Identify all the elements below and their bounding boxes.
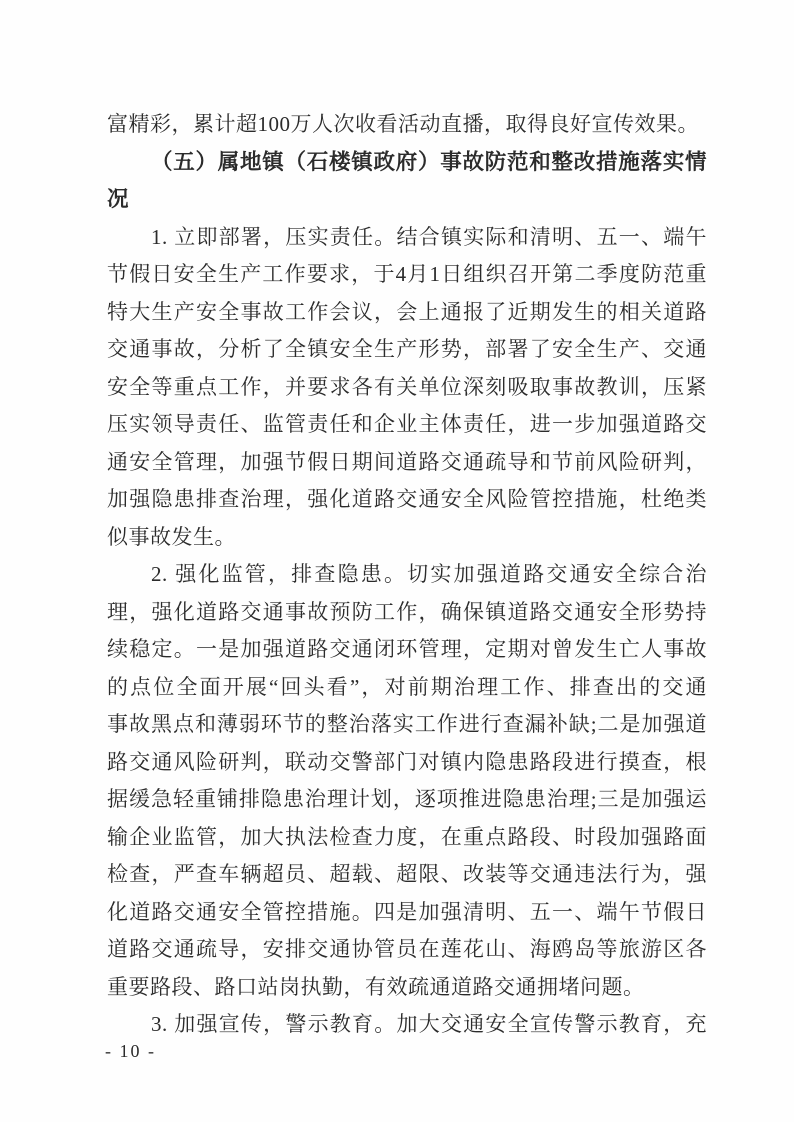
body-text-line: 输企业监管，加大执法检查力度，在重点路段、时段加强路面 xyxy=(107,824,707,849)
body-text-line: 化道路交通安全管控措施。四是加强清明、五一、端午节假日 xyxy=(107,899,707,924)
body-text-line: 3. 加强宣传，警示教育。加大交通安全宣传警示教育，充 xyxy=(151,1012,707,1036)
body-text-line: 交通事故，分析了全镇安全生产形势，部署了安全生产、交通 xyxy=(107,337,707,361)
body-text-line: 通安全管理，加强节假日期间道路交通疏导和节前风险研判， xyxy=(107,449,707,474)
body-text-line: 据缓急轻重铺排隐患治理计划，逐项推进隐患治理;三是加强运 xyxy=(107,787,707,811)
body-text-line: 续稳定。一是加强道路交通闭环管理，定期对曾发生亡人事故 xyxy=(107,637,707,661)
body-text-line: 加强隐患排查治理，强化道路交通安全风险管控措施，杜绝类 xyxy=(107,487,707,511)
body-text-line: 似事故发生。 xyxy=(107,524,236,549)
document-body xyxy=(107,106,707,1044)
body-text-line: 事故黑点和薄弱环节的整治落实工作进行查漏补缺;二是加强道 xyxy=(107,712,707,736)
body-text-line: 重要路段、路口站岗执勤，有效疏通道路交通拥堵问题。 xyxy=(107,974,645,999)
body-text-line: 的点位全面开展“回头看”，对前期治理工作、排查出的交通 xyxy=(107,674,707,699)
page-number: - 10 - xyxy=(105,1041,156,1061)
body-text-line: 1. 立即部署，压实责任。结合镇实际和清明、五一、端午 xyxy=(151,224,707,249)
body-text-line: 理，强化道路交通事故预防工作，确保镇道路交通安全形势持 xyxy=(107,599,707,624)
body-text-line: 道路交通疏导，安排交通协管员在莲花山、海鸥岛等旅游区各 xyxy=(107,937,707,961)
body-text-line: 特大生产安全事故工作会议，会上通报了近期发生的相关道路 xyxy=(107,299,707,324)
body-text-line: 富精彩，累计超100万人次收看活动直播，取得良好宣传效果。 xyxy=(107,112,699,136)
body-text-line: 压实领导责任、监管责任和企业主体责任，进一步加强道路交 xyxy=(107,412,707,436)
body-text-line: 安全等重点工作，并要求各有关单位深刻吸取事故教训，压紧 xyxy=(107,374,707,399)
section-heading-line: 况 xyxy=(107,187,130,211)
body-text-line: 检查，严查车辆超员、超载、超限、改装等交通违法行为，强 xyxy=(107,862,707,886)
section-heading-line: （五）属地镇（石楼镇政府）事故防范和整改措施落实情 xyxy=(151,149,707,174)
body-text-line: 路交通风险研判，联动交警部门对镇内隐患路段进行摸查，根 xyxy=(107,749,707,774)
body-text-line: 2. 强化监管，排查隐患。切实加强道路交通安全综合治 xyxy=(151,562,707,586)
body-text-line: 节假日安全生产工作要求，于4月1日组织召开第二季度防范重 xyxy=(107,262,707,286)
